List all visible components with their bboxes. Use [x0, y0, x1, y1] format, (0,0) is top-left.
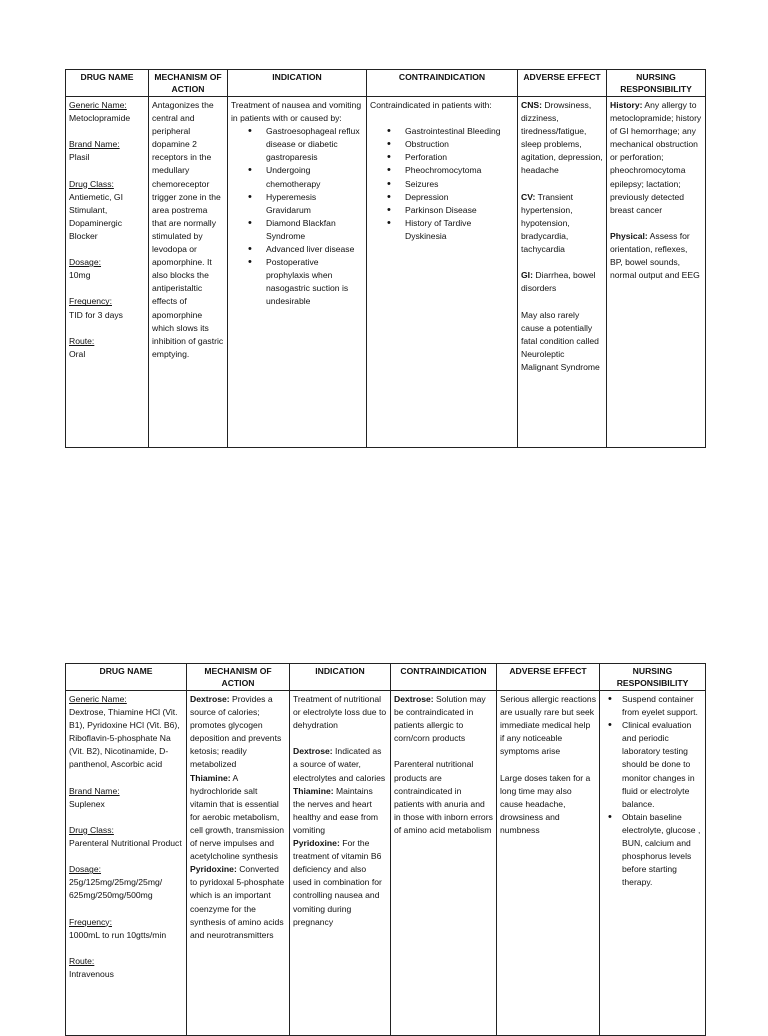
pyridoxine-label: Pyridoxine: — [190, 864, 237, 875]
adverse-cns — [521, 99, 603, 178]
dosage-label: Dosage: — [69, 257, 102, 268]
drug-table-suplenex — [65, 663, 706, 1036]
indication-pyridoxine — [293, 837, 387, 929]
header-nursing: NURSING RESPONSIBILITY — [607, 70, 706, 97]
mechanism-thiamine — [190, 772, 286, 864]
list-item: • Advanced liver disease — [266, 243, 363, 256]
dextrose-label: Dextrose: — [394, 694, 434, 704]
header-adverse-effect: ADVERSE EFFECT — [518, 70, 607, 97]
physical-text: Assess for orientation, reflexes, BP, bowel sounds, normal output and EEG — [610, 230, 700, 281]
indication-list — [231, 125, 363, 308]
mechanism-pyridoxine — [190, 863, 286, 942]
gi-text: Diarrhea, bowel disorders — [521, 270, 596, 294]
list-item: • Perforation — [405, 151, 514, 164]
indication-intro: Treatment of nutritional or electrolyte loss due to dehydration — [293, 694, 387, 731]
drug-class-label: Drug Class: — [69, 178, 114, 189]
drug-table-metoclopramide — [65, 69, 706, 448]
dextrose-text: Indicated as a source of water, electrolytes and calories — [293, 746, 386, 783]
cv-text: Transient hypertension, hypotension, bradycardia, tachycardia — [521, 191, 574, 255]
frequency: TID for 3 days — [69, 309, 123, 320]
header-mechanism: MECHANISM OF ACTION — [149, 70, 228, 97]
mechanism-dextrose — [190, 693, 286, 772]
contra-dextrose — [394, 693, 493, 745]
dextrose-text: Provides a source of calories; promotes glycogen deposition and prevents ketosis; readily metabolized — [190, 694, 282, 770]
contraindication-cell — [391, 691, 497, 1036]
generic-name-label: Generic Name: — [69, 694, 127, 704]
thiamine-label: Thiamine: — [293, 785, 334, 796]
brand-name-label: Brand Name: — [69, 785, 120, 796]
nursing-physical — [610, 230, 702, 282]
route: Oral — [69, 348, 86, 359]
list-item: • History of Tardive Dyskinesia — [405, 217, 514, 243]
list-item: • Postoperative prophylaxis when nasogastric suction is undesirable — [266, 256, 363, 308]
cns-label: CNS: — [521, 100, 543, 110]
nursing-cell — [600, 691, 706, 1036]
list-item: • Pheochromocytoma — [405, 164, 514, 177]
list-item: • Diamond Blackfan Syndrome — [266, 217, 363, 243]
route-label: Route: — [69, 335, 95, 346]
mechanism-cell — [149, 97, 228, 448]
adverse-allergic: Serious allergic reactions are usually rare but seek immediate medical help if any noticeable symptoms arise — [500, 694, 597, 757]
dosage: 25g/125mg/25mg/25mg/ 625mg/250mg/500mg — [69, 877, 163, 901]
cns-text: Drowsiness, dizziness, tiredness/fatigue, sleep problems, agitation, depression, headache — [521, 100, 603, 176]
list-item: • Clinical evaluation and periodic laboratory testing should be done to monitor changes in fluid or electrolyte balance. — [622, 719, 702, 811]
drug-name-cell — [66, 97, 149, 448]
header-contraindication: CONTRAINDICATION — [391, 664, 497, 691]
cv-label: CV: — [521, 191, 536, 202]
header-drug-name: DRUG NAME — [66, 70, 149, 97]
adverse-rare: May also rarely cause a potentially fatal condition called Neuroleptic Malignant Syndrome — [521, 309, 600, 372]
drug-class: Parenteral Nutritional Product — [69, 838, 182, 849]
adverse-large-doses: Large doses taken for a long time may also cause headache, drowsiness and numbness — [500, 772, 591, 835]
pyridoxine-label: Pyridoxine: — [293, 838, 340, 849]
drug-class: Antiemetic, GI Stimulant, Dopaminergic Blocker — [69, 191, 123, 241]
frequency-label: Frequency: — [69, 916, 112, 927]
pyridoxine-text: Converted to pyridoxal 5-phosphate which is an important coenzyme for the synthesis of amino acids and neurotransmitters — [190, 864, 285, 940]
generic-name-label: Generic Name: — [69, 100, 127, 110]
header-mechanism: MECHANISM OF ACTION — [187, 664, 290, 691]
indication-cell — [228, 97, 367, 448]
list-item: • Hyperemesis Gravidarum — [266, 191, 363, 217]
nursing-list — [603, 693, 702, 889]
frequency: 1000mL to run 10gtts/min — [69, 929, 167, 940]
indication-dextrose — [293, 745, 387, 784]
drug-name-cell — [66, 691, 187, 1036]
brand-name-label: Brand Name: — [69, 139, 120, 150]
indication-thiamine — [293, 785, 387, 837]
header-drug-name: DRUG NAME — [66, 664, 187, 691]
brand-name: Suplenex — [69, 798, 105, 809]
dextrose-text: Solution may be contraindicated in patients allergic to corn/corn products — [394, 694, 486, 744]
header-indication: INDICATION — [228, 70, 367, 97]
table-header-row — [66, 664, 706, 691]
indication-cell — [290, 691, 391, 1036]
dosage-label: Dosage: — [69, 864, 102, 875]
contra-parenteral: Parenteral nutritional products are contraindicated in patients with anuria and in those with inborn errors of amino acid metabolism — [394, 759, 493, 835]
thiamine-text: A hydrochloride salt vitamin that is essential for aerobic metabolism, cell growth, transmission of nerve impulses and acetylcholine synthesis — [190, 772, 285, 862]
table-row — [66, 691, 706, 1036]
list-item: • Depression — [405, 191, 514, 204]
dextrose-label: Dextrose: — [190, 694, 230, 704]
list-item: • Seizures — [405, 178, 514, 191]
pyridoxine-text: For the treatment of vitamin B6 deficiency and also used in combination for controlling nausea and vomiting during pregnancy — [293, 838, 382, 927]
nursing-history — [610, 99, 702, 217]
list-item: • Undergoing chemotherapy — [266, 164, 363, 190]
dosage: 10mg — [69, 270, 91, 281]
list-item: • Obtain baseline electrolyte, glucose , BUN, calcium and phosphorus levels before starting therapy. — [622, 811, 702, 890]
mechanism-cell — [187, 691, 290, 1036]
gi-label: GI: — [521, 270, 533, 281]
indication-intro: Treatment of nausea and vomiting in patients with or caused by: — [231, 100, 362, 124]
list-item: • Suspend container from eyelet support. — [622, 693, 702, 719]
generic-name: Dextrose, Thiamine HCl (Vit. B1), Pyridoxine HCl (Vit. B6), Riboflavin-5-phosphate Na (Vit. B2), Nicotinamide, D-panthenol, Ascorbic acid — [69, 707, 180, 770]
frequency-label: Frequency: — [69, 296, 112, 307]
generic-name: Metoclopramide — [69, 113, 131, 124]
contraindication-intro: Contraindicated in patients with: — [370, 100, 492, 110]
physical-label: Physical: — [610, 230, 648, 241]
header-indication: INDICATION — [290, 664, 391, 691]
route-label: Route: — [69, 955, 95, 966]
thiamine-text: Maintains the nerves and heart healthy and ease from vomiting — [293, 785, 379, 835]
contraindication-cell — [367, 97, 518, 448]
mechanism-text: Antagonizes the central and peripheral dopamine 2 receptors in the medullary chemoreceptor trigger zone in the area postrema that are normally stimulated by levodopa or apomorphine. It also blocks the antiperistaltic effects of apomorphine which slows its inhibition of gastric emptying. — [152, 100, 224, 359]
header-nursing: NURSING RESPONSIBILITY — [600, 664, 706, 691]
contraindication-list — [370, 125, 514, 243]
route: Intravenous — [69, 968, 114, 979]
adverse-effect-cell — [497, 691, 600, 1036]
table-row — [66, 97, 706, 448]
table-header-row — [66, 70, 706, 97]
header-adverse-effect: ADVERSE EFFECT — [497, 664, 600, 691]
drug-class-label: Drug Class: — [69, 824, 114, 835]
adverse-cv — [521, 191, 603, 256]
header-contraindication: CONTRAINDICATION — [367, 70, 518, 97]
dextrose-label: Dextrose: — [293, 746, 333, 757]
history-label: History: — [610, 100, 643, 110]
list-item: • Parkinson Disease — [405, 204, 514, 217]
adverse-gi — [521, 269, 603, 295]
history-text: Any allergy to metoclopramide; history of GI hemorrhage; any mechanical obstruction or perforation; pheochromocytoma epilepsy; lactation; previously detected breast cancer — [610, 100, 702, 215]
nursing-cell — [607, 97, 706, 448]
thiamine-label: Thiamine: — [190, 772, 231, 783]
brand-name: Plasil — [69, 152, 90, 163]
list-item: • Obstruction — [405, 138, 514, 151]
list-item: • Gastrointestinal Bleeding — [405, 125, 514, 138]
list-item: • Gastroesophageal reflux disease or diabetic gastroparesis — [266, 125, 363, 164]
adverse-effect-cell — [518, 97, 607, 448]
